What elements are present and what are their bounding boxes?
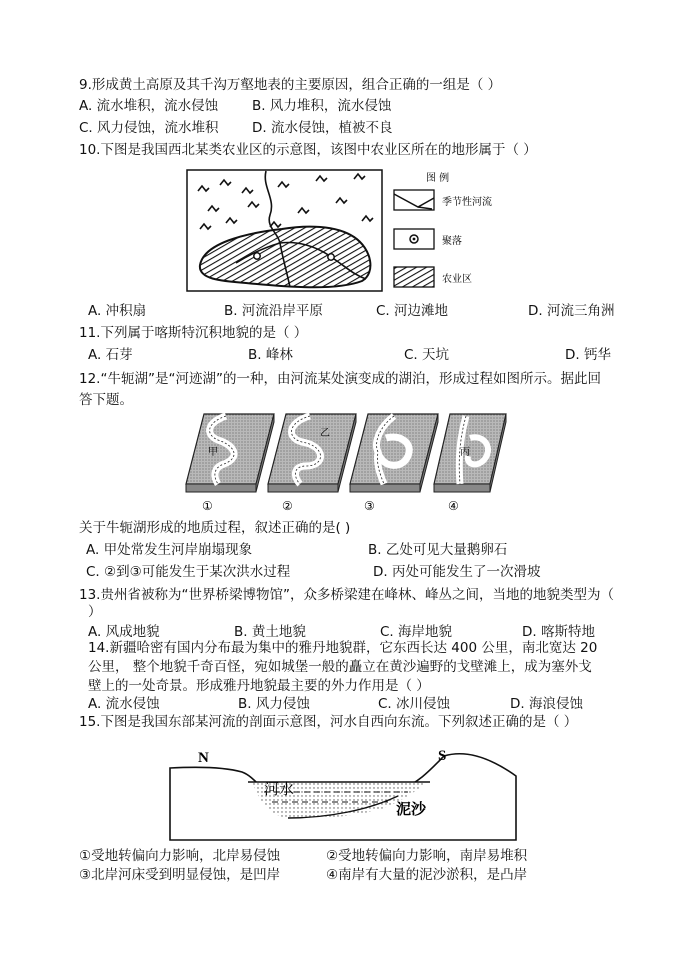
q14-option-a: A. 流水侵蚀	[88, 696, 160, 712]
q14-stem-line2: 公里， 整个地貌千奇百怪，宛如城堡一般的矗立在黄沙遍野的戈壁滩上，成为塞外戈	[88, 659, 592, 675]
step-label-3: ③	[364, 499, 375, 513]
q15-statement-1: ①受地转偏向力影响，北岸易侵蚀	[79, 848, 281, 864]
river-cross-section-figure	[168, 738, 520, 844]
q11-option-d: D. 钙华	[565, 347, 611, 363]
q14-option-b: B. 风力侵蚀	[238, 696, 310, 712]
q15-statement-2: ②受地转偏向力影响，南岸易堆积	[326, 848, 528, 864]
q15-statement-4: ④南岸有大量的泥沙淤积，是凸岸	[326, 867, 528, 883]
step-label-1: ①	[202, 499, 213, 513]
q9-option-a: A. 流水堆积，流水侵蚀	[79, 98, 219, 114]
north-label: N	[198, 750, 209, 766]
label-bing: 丙	[460, 447, 470, 458]
q10-agricultural-map	[186, 163, 510, 295]
label-yi: 乙	[320, 428, 330, 439]
label-jia: 甲	[208, 447, 218, 458]
q10-option-b: B. 河流沿岸平原	[224, 303, 323, 319]
q13-option-c: C. 海岸地貌	[380, 624, 453, 640]
sand-label: 泥沙	[396, 802, 427, 818]
q12-option-a: A. 甲处常发生河岸崩塌现象	[86, 542, 253, 558]
legend-river-icon	[394, 190, 434, 210]
q13-stem-line1: 13.贵州省被称为“世界桥梁博物馆”，众多桥梁建在峰林、峰丛之间，当地的地貌类型为（	[79, 587, 614, 603]
step-label-4: ④	[448, 499, 459, 513]
q13-option-d: D. 喀斯特地	[522, 624, 595, 640]
q9-stem: 9.形成黄土高原及其千沟万壑地表的主要原因，组合正确的一组是（ ）	[79, 77, 502, 93]
q14-option-c: C. 冰川侵蚀	[378, 696, 451, 712]
q14-option-d: D. 海浪侵蚀	[510, 696, 583, 712]
q14-stem-line3: 壁上的一处奇景。形成雅丹地貌最主要的外力作用是（ ）	[88, 678, 430, 694]
q12-stem-line2: 答下题。	[79, 392, 133, 408]
block-step-3	[350, 414, 438, 492]
q10-option-a: A. 冲积扇	[88, 303, 147, 319]
q12-stem-line1: 12.“牛轭湖”是“河迹湖”的一种，由河流某处演变成的湖泊，形成过程如图所示。据此回	[79, 371, 601, 387]
q13-option-b: B. 黄土地貌	[234, 624, 306, 640]
q13-stem-line2: ）	[88, 604, 102, 620]
q14-stem-line1: 14.新疆哈密有国内分布最为集中的雅丹地貌群，它东西长达 400 公里，南北宽达 20	[88, 640, 598, 656]
q11-option-a: A. 石芽	[88, 347, 133, 363]
q11-option-b: B. 峰林	[248, 347, 293, 363]
water-label: 河水	[264, 782, 295, 798]
q9-option-d: D. 流水侵蚀，植被不良	[252, 120, 393, 136]
q12-sub-stem: 关于牛轭湖形成的地质过程，叙述正确的是( )	[79, 520, 351, 536]
legend-farm-label: 农业区	[442, 274, 472, 285]
q12-option-c: C. ②到③可能发生于某次洪水过程	[86, 564, 291, 580]
legend-farm-icon	[394, 267, 434, 287]
q12-option-d: D. 丙处可能发生了一次滑坡	[373, 564, 541, 580]
block-step-4	[434, 414, 506, 492]
q13-option-a: A. 风成地貌	[88, 624, 160, 640]
legend-settlement-label: 聚落	[442, 236, 462, 247]
legend-river-label: 季节性河流	[442, 197, 492, 208]
q12-option-b: B. 乙处可见大量鹅卵石	[368, 542, 508, 558]
oxbow-lake-process-figure	[178, 408, 508, 516]
q10-option-d: D. 河流三角洲	[528, 303, 615, 319]
q9-option-b: B. 风力堆积，流水侵蚀	[252, 98, 392, 114]
legend-title: 图 例	[426, 173, 450, 184]
settlement-dot	[328, 254, 334, 260]
q11-option-c: C. 天坑	[404, 347, 450, 363]
q15-stem: 15.下图是我国东部某河流的剖面示意图，河水自西向东流。下列叙述正确的是（ ）	[79, 714, 578, 730]
block-step-2	[268, 414, 356, 492]
south-label: S	[438, 748, 447, 764]
q10-stem: 10.下图是我国西北某类农业区的示意图，该图中农业区所在的地形属于（ ）	[79, 142, 537, 158]
q11-stem: 11.下列属于喀斯特沉积地貌的是（ ）	[79, 325, 308, 341]
q15-statement-3: ③北岸河床受到明显侵蚀，是凹岸	[79, 867, 281, 883]
q9-option-c: C. 风力侵蚀，流水堆积	[79, 120, 219, 136]
step-label-2: ②	[282, 499, 293, 513]
settlement-dot	[254, 253, 260, 259]
q10-option-c: C. 河边滩地	[376, 303, 449, 319]
block-step-1	[186, 414, 274, 492]
